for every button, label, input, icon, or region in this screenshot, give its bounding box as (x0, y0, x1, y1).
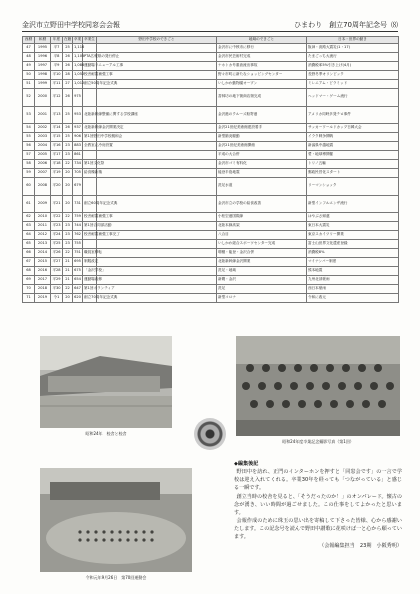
table-cell (83, 44, 97, 53)
table-cell: 2008 (35, 178, 51, 196)
table-cell: 第1回文化祭 (83, 160, 97, 169)
table-row (23, 62, 399, 71)
table-cell: 平11 (51, 80, 63, 89)
table-cell: 20 (63, 169, 73, 178)
table-cell: 洗足 (217, 285, 307, 294)
table-cell: 能登半島地震 (217, 169, 307, 178)
table-cell: 67 (23, 258, 35, 267)
table-row (23, 124, 399, 133)
table-cell: イラク戦争開戦 (307, 133, 399, 142)
photo-caption-graduates: 昭和24年度卒業記念撮影写真（第1回） (282, 439, 354, 444)
table-cell: 63 (23, 222, 35, 231)
table-row (23, 249, 399, 258)
table-cell: 金沢市に中核市に移行 (217, 44, 307, 53)
photo-caption-school: 昭和24年 校舎と校舎 (85, 431, 127, 436)
postscript-signature: （会報編集担当 23期 小阪秀明） (319, 543, 402, 550)
table-cell: 平15 (51, 133, 63, 142)
table-cell: 消費税率5%引き上げ(4月) (307, 62, 399, 71)
table-cell: 金沢21世紀美術館開館 (217, 142, 307, 151)
table-cell (97, 71, 217, 80)
table-cell: 「金沢学校」 (83, 267, 97, 276)
table-cell: 20 (63, 178, 73, 196)
table-cell: 平22 (51, 213, 63, 222)
table-cell: リーマンショック (307, 178, 399, 196)
table-cell (97, 151, 217, 160)
table-row (23, 80, 399, 89)
page-number: ⑻ (391, 21, 398, 29)
table-cell: 2012 (35, 231, 51, 240)
table-cell: 51 (23, 80, 35, 89)
table-cell (97, 222, 217, 231)
table-cell: 平21 (51, 195, 63, 213)
table-cell: 69 (23, 276, 35, 285)
table-cell: 744 (73, 222, 83, 231)
table-cell: 22 (63, 285, 73, 294)
table-cell: 2002 (35, 124, 51, 133)
table-cell: 洗足・地域 (217, 267, 307, 276)
table-column-header: 西暦 (23, 37, 35, 44)
table-cell: 平9 (51, 62, 63, 71)
table-cell: はやぶさ帰還 (307, 213, 399, 222)
table-cell: 59 (23, 169, 35, 178)
table-cell: 洗足水道 (217, 178, 307, 196)
table-cell: 創立50周年記念式典 (83, 80, 97, 89)
table-cell: 金沢21世紀美術館建設着手 (217, 124, 307, 133)
table-row (23, 133, 399, 142)
newsletter-title: 金沢市立野田中学校同窓会会報 (22, 21, 120, 29)
table-cell: 2015 (35, 258, 51, 267)
table-cell: 66 (23, 249, 35, 258)
table-cell: 1,105 (73, 53, 83, 62)
table-cell: 695 (73, 258, 83, 267)
table-cell (97, 240, 217, 249)
table-cell: 25 (63, 106, 73, 124)
table-cell: 751 (73, 249, 83, 258)
table-row (23, 195, 399, 213)
table-cell: 937 (73, 124, 83, 133)
table-cell: 1995 (35, 44, 51, 53)
table-cell: トリノ五輪 (307, 160, 399, 169)
table-cell: ヘッドマー・ゲーム流行 (307, 89, 399, 107)
table-cell: 平26 (51, 249, 63, 258)
table-cell: 22 (63, 249, 73, 258)
postscript-title: ◆編集後記 (234, 461, 259, 467)
table-cell: 消費税8% (307, 249, 399, 258)
table-cell: 平10 (51, 71, 63, 80)
table-cell: 平28 (51, 267, 63, 276)
table-cell: 2000 (35, 89, 51, 107)
table-cell: 25 (63, 44, 73, 53)
table-header-row (23, 37, 399, 44)
table-cell: 平23 (51, 222, 63, 231)
table-cell: 861 (73, 151, 83, 160)
table-cell: 2009 (35, 195, 51, 213)
table-cell: 郵政民営化スタート (307, 169, 399, 178)
table-cell: 68 (23, 267, 35, 276)
table-cell: 富士山世界文化遺産登録 (307, 240, 399, 249)
table-cell: 759 (73, 213, 83, 222)
table-column-header: 在籍 (63, 37, 73, 44)
table-cell: 運動場改修 (83, 276, 97, 285)
table-cell: 西日本豪雨 (307, 285, 399, 294)
table-row (23, 231, 399, 240)
table-cell: 2004 (35, 142, 51, 151)
table-cell: アメリカ同時多発テロ事件 (307, 106, 399, 124)
table-cell: 2017 (35, 276, 51, 285)
table-cell: 1,086 (73, 62, 83, 71)
table-cell: 53 (23, 106, 35, 124)
table-cell: 28 (63, 71, 73, 80)
table-cell: 令和に改元 (307, 294, 399, 303)
photo-sports-day (40, 468, 192, 572)
table-column-header: 野田中学校のできごと (97, 37, 217, 44)
table-cell: 23 (63, 142, 73, 151)
table-column-header: 和暦 (35, 37, 51, 44)
table-cell: 制服改定 (83, 258, 97, 267)
table-row (23, 294, 399, 303)
table-cell: 2016 (35, 267, 51, 276)
table-cell: 21 (63, 258, 73, 267)
table-cell: 1,116 (73, 44, 83, 53)
table-cell (97, 258, 217, 267)
photo-caption-sports-day: 令和元年9月26日 第70回運動会 (85, 575, 147, 580)
table-cell: 2018 (35, 285, 51, 294)
table-column-header: 日本・世界の動き (307, 37, 399, 44)
table-cell (97, 178, 217, 196)
school-building-image (40, 336, 172, 428)
table-cell: 62 (23, 213, 35, 222)
table-cell: 58 (23, 160, 35, 169)
table-cell: 平20 (51, 178, 63, 196)
table-cell (83, 89, 97, 107)
table-cell: 679 (73, 178, 83, 196)
table-cell: 第1回ボランティア (83, 285, 97, 294)
table-cell: 運動場リニューアル工事 (83, 62, 97, 71)
table-cell: 57 (23, 151, 35, 160)
table-cell: 22 (63, 213, 73, 222)
table-cell: 906 (73, 133, 83, 142)
header-rule (22, 31, 398, 32)
table-cell: 2001 (35, 106, 51, 124)
table-cell: 新型コロナ (217, 294, 307, 303)
table-row (23, 222, 399, 231)
table-cell: 2011 (35, 222, 51, 231)
table-cell: 56 (23, 142, 35, 151)
table-cell: 705 (73, 169, 83, 178)
table-cell: 654 (73, 276, 83, 285)
table-cell: 平29 (51, 276, 63, 285)
table-cell: 647 (73, 285, 83, 294)
table-cell (97, 213, 217, 222)
table-row (23, 213, 399, 222)
table-cell: 762 (73, 231, 83, 240)
table-cell: マイナンバー制度 (307, 258, 399, 267)
table-cell: 1999 (35, 80, 51, 89)
table-row (23, 44, 399, 53)
table-cell: 東京スカイツリー開業 (307, 231, 399, 240)
table-cell: 755 (73, 240, 83, 249)
table-cell: 54 (23, 124, 35, 133)
table-cell: 2003 (35, 133, 51, 142)
table-cell: 734 (73, 160, 83, 169)
table-cell: 校舎耐震補強工事完了 (83, 231, 97, 240)
table-row (23, 71, 399, 80)
table-cell: 八合目 (217, 231, 307, 240)
table-cell: 21 (63, 276, 73, 285)
table-cell: 第1回野田中学校親和会 (83, 133, 97, 142)
table-row (23, 169, 399, 178)
table-cell: 975 (73, 89, 83, 107)
table-cell: 23 (63, 222, 73, 231)
table-cell: 65 (23, 240, 35, 249)
table-cell: 令1 (51, 294, 63, 303)
table-cell: 北陸本線高架 (217, 222, 307, 231)
table-cell: 創立60周年記念式典 (83, 195, 97, 213)
table-cell: 26 (63, 89, 73, 107)
table-column-header: 卒業 (73, 37, 83, 44)
table-cell: 平7 (51, 44, 63, 53)
table-cell: 883 (73, 142, 83, 151)
table-cell: 平12 (51, 89, 63, 107)
table-cell: サッカーワールドカップ日韓大会 (307, 124, 399, 133)
table-row (23, 53, 399, 62)
table-cell (83, 151, 97, 160)
table-cell: 26 (63, 124, 73, 133)
table-cell (83, 240, 97, 249)
table-cell: 48 (23, 53, 35, 62)
table-cell: 22 (63, 160, 73, 169)
table-cell (83, 178, 97, 196)
table-cell: 平17 (51, 151, 63, 160)
table-cell: 52 (23, 89, 35, 107)
editor-postscript (234, 460, 402, 551)
table-row (23, 160, 399, 169)
table-cell: 金沢市立の学校の給食改善 (217, 195, 307, 213)
table-row (23, 240, 399, 249)
table-cell: 新聞・金沢 (217, 276, 307, 285)
table-cell: 23 (63, 231, 73, 240)
table-cell: 平24 (51, 231, 63, 240)
table-cell (97, 160, 217, 169)
table-column-header: 年度 (51, 37, 63, 44)
issue-label (294, 20, 398, 30)
table-row (23, 178, 399, 196)
table-cell: 1,012 (73, 80, 83, 89)
table-cell: 55 (23, 133, 35, 142)
sports-day-image (40, 468, 192, 572)
postscript-paragraph: 会報作成のために珠玉の思い出を寄稿して下さった皆様、心から感謝いたします。この記念号を読んで野田中讃歌に花咲けば一と心から願っています。 (234, 517, 402, 541)
table-cell (97, 89, 217, 107)
table-cell: ミレニアム・ピラミッド (307, 80, 399, 89)
table-cell: 増穂・能登・金沢合併 (217, 249, 307, 258)
table-cell: 675 (73, 267, 83, 276)
table-cell: 27 (63, 80, 73, 89)
photo-graduates (236, 336, 400, 436)
table-cell (97, 249, 217, 258)
table-cell (97, 142, 217, 151)
table-column-header: 地域のできごと (217, 37, 307, 44)
table-cell: いしかわ動物園オープン (217, 80, 307, 89)
postscript-paragraph: 野田中を訪れ、正門のインターホンを押すと「同窓会です」の一言で学校は迎え入れてくれる。卒業30年を経っても「つながっている」と感じる一瞬です。 (234, 469, 402, 492)
table-cell: 新型肺炎騒動 (217, 133, 307, 142)
table-cell: 20 (63, 294, 73, 303)
table-cell (97, 276, 217, 285)
table-cell: 1997 (35, 62, 51, 71)
table-cell: いしかわ総合スポーツセンター完成 (217, 240, 307, 249)
table-cell: 北陸新幹線整備に関する学校講座 (83, 106, 97, 124)
table-cell: 47 (23, 44, 35, 53)
table-cell: 平成の大合併 (217, 151, 307, 160)
table-cell: 2019 (35, 294, 51, 303)
table-cell: 金沢市民芸術村完成 (217, 53, 307, 62)
table-cell (97, 267, 217, 276)
table-row (23, 258, 399, 267)
school-emblem (194, 418, 226, 450)
table-column-header: 卒業生 (83, 37, 97, 44)
table-cell: 平19 (51, 169, 63, 178)
table-cell: 野々市町に新たなショッピングセンター (217, 71, 307, 80)
table-cell: 北陸新幹線金沢開業決定 (83, 124, 97, 133)
table-cell: 71 (23, 294, 35, 303)
table-cell: 2005 (35, 151, 51, 160)
table-cell: 2007 (35, 169, 51, 178)
table-cell: 校舎耐震補強工事 (83, 71, 97, 80)
table-cell: 北陸新幹線金沢開業 (217, 258, 307, 267)
table-cell: 2006 (35, 160, 51, 169)
table-cell: ナホトカ号重油流出事故 (217, 62, 307, 71)
table-row (23, 285, 399, 294)
table-cell: 平13 (51, 106, 63, 124)
table-cell: 平25 (51, 240, 63, 249)
postscript-paragraph: 創立当時の校舎を見ると、「そうだったのか！」のオンパレード。懐古の念が湧き、いい時間が過ごせました。この仕事をしてよかったと思います。 (234, 493, 402, 516)
table-cell: たまごっち大流行 (307, 53, 399, 62)
table-cell: 第1回合同部活動 (83, 222, 97, 231)
table-cell: 東日本大震災 (307, 222, 399, 231)
table-cell: 23 (63, 151, 73, 160)
table-cell: 創立70周年記念式典 (83, 294, 97, 303)
table-cell: 香林坊の地下街商店街完成 (217, 89, 307, 107)
table-cell: 全教室に冷房設置 (83, 142, 97, 151)
table-cell: 愛・地球博開催 (307, 151, 399, 160)
issue-title: ひまわり 創立70周年記念号 (294, 21, 387, 29)
table-cell: PTA広報紙の発行停止 (83, 53, 97, 62)
history-table (22, 36, 399, 303)
table-row (23, 142, 399, 151)
table-cell: 25 (63, 133, 73, 142)
table-cell: 長野冬季オリンピック (307, 71, 399, 80)
table-cell: 金沢市ゴミ有料化 (217, 160, 307, 169)
table-cell: 2014 (35, 249, 51, 258)
table-cell (97, 44, 217, 53)
table-cell: 平14 (51, 124, 63, 133)
table-row (23, 267, 399, 276)
table-cell: 校舎耐震補強工事 (83, 213, 97, 222)
table-cell: 1996 (35, 53, 51, 62)
table-cell: 平16 (51, 142, 63, 151)
photo-school-building (40, 336, 172, 428)
table-cell: 阪神・淡路大震災(1・17) (307, 44, 399, 53)
table-cell: 731 (73, 195, 83, 213)
table-cell: 21 (63, 267, 73, 276)
table-cell: 平27 (51, 258, 63, 267)
table-cell: 953 (73, 106, 83, 124)
table-cell: 新潟県中越地震 (307, 142, 399, 151)
table-cell: 50 (23, 71, 35, 80)
table-cell: 平30 (51, 285, 63, 294)
table-row (23, 89, 399, 107)
table-cell: 1,052 (73, 71, 83, 80)
table-cell: 2010 (35, 213, 51, 222)
table-cell: 20 (63, 195, 73, 213)
table-cell: 熊本地震 (307, 267, 399, 276)
table-cell: 金沢港のクルーズ船寄港 (217, 106, 307, 124)
table-cell: 平18 (51, 160, 63, 169)
table-row (23, 151, 399, 160)
table-cell: 平8 (51, 53, 63, 62)
table-cell (97, 169, 217, 178)
table-row (23, 276, 399, 285)
table-cell: 給食棟新築 (83, 169, 97, 178)
table-cell: 70 (23, 285, 35, 294)
table-cell: 1998 (35, 71, 51, 80)
table-cell: 小松空港国際線 (217, 213, 307, 222)
table-cell: 26 (63, 53, 73, 62)
table-cell: 620 (73, 294, 83, 303)
table-cell: 60 (23, 178, 35, 196)
graduates-image (236, 336, 400, 436)
table-cell: 61 (23, 195, 35, 213)
table-cell: 職員室移転 (83, 249, 97, 258)
table-cell: 新型インフルエンザ流行 (307, 195, 399, 213)
table-row (23, 106, 399, 124)
table-cell: 2013 (35, 240, 51, 249)
table-cell: 26 (63, 62, 73, 71)
table-cell: 64 (23, 231, 35, 240)
table-cell: 九州北部豪雨 (307, 276, 399, 285)
table-cell: 49 (23, 62, 35, 71)
table-cell: 23 (63, 240, 73, 249)
